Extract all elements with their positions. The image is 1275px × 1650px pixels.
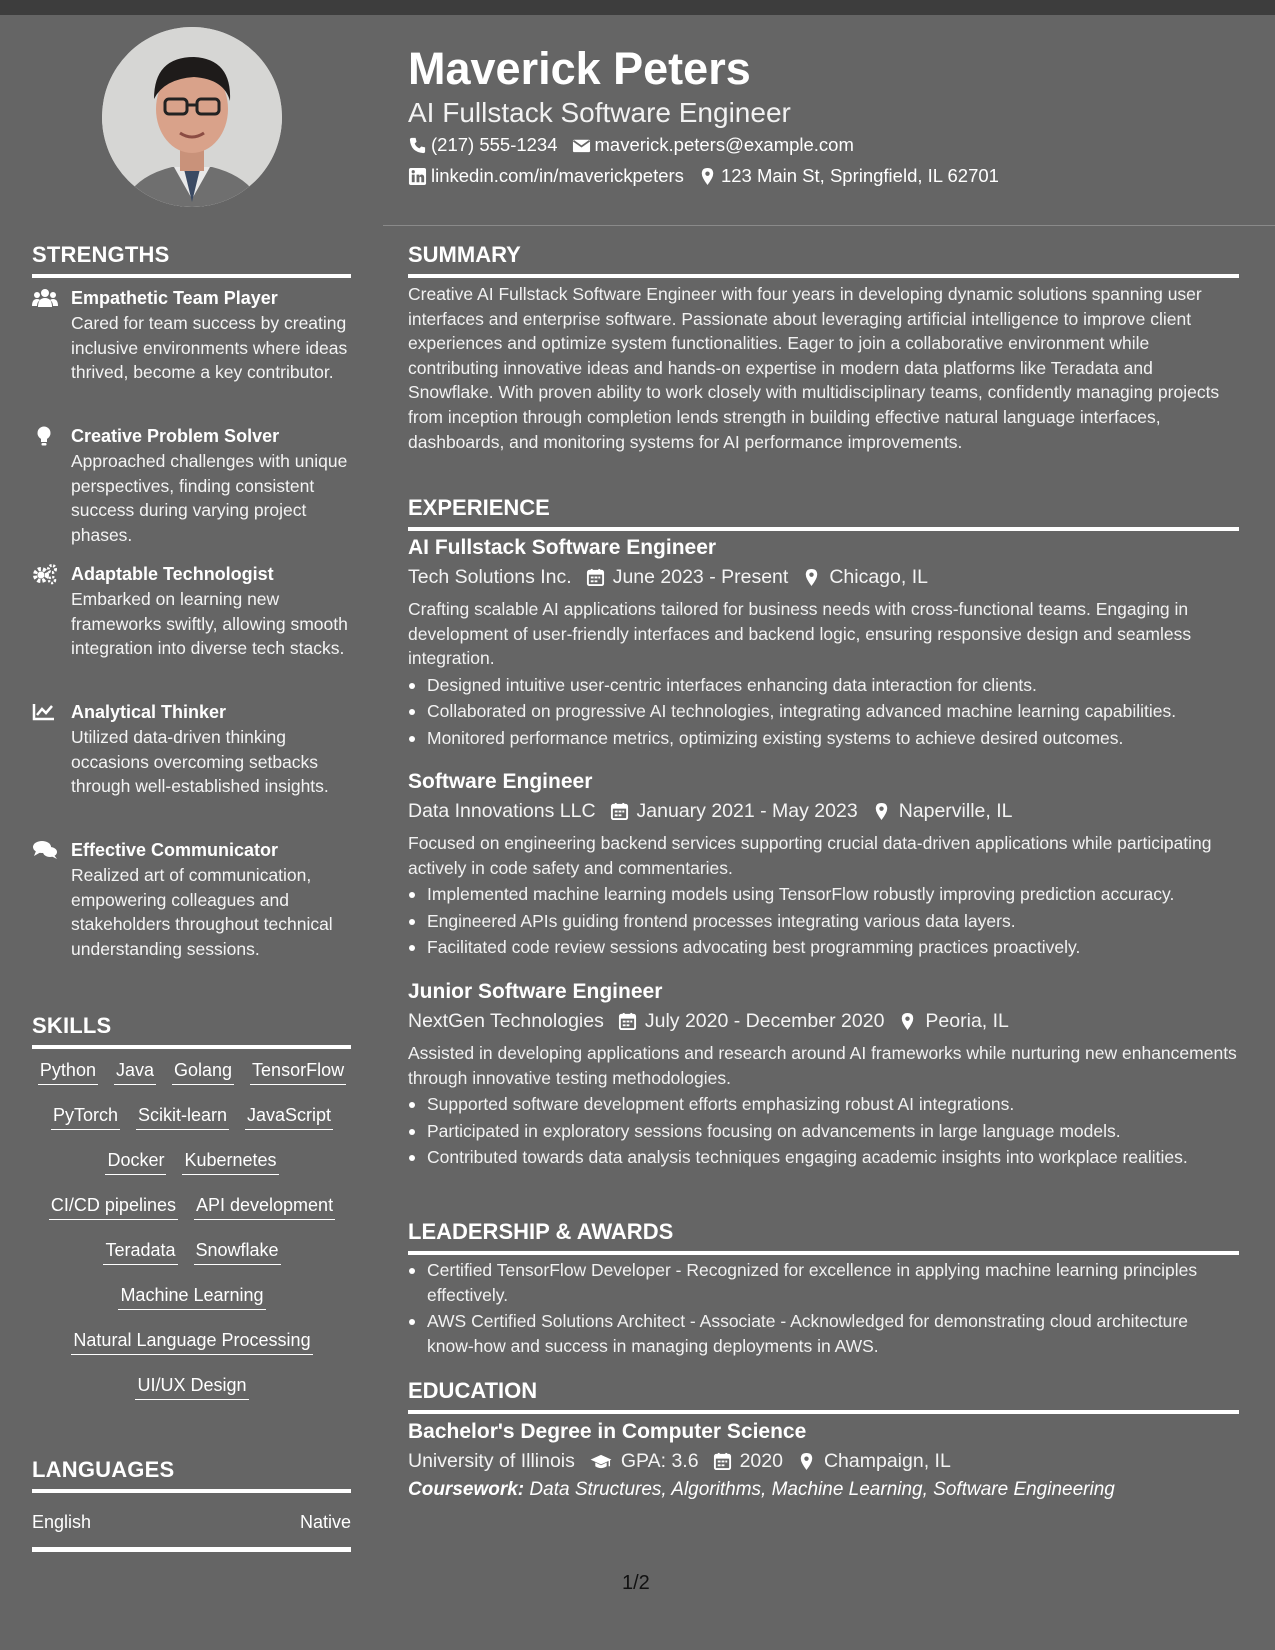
- job-description: Focused on engineering backend services supporting crucial data-driven applications while participating actively in code safety and commentaries.: [408, 833, 1212, 878]
- map-pin-icon: [698, 167, 717, 186]
- phone-icon: [408, 136, 427, 155]
- skill-tag: Java: [114, 1058, 156, 1085]
- job-bullet: Engineered APIs guiding frontend processes integrating various data layers.: [408, 909, 1239, 934]
- leadership-list: [408, 1258, 1239, 1360]
- skills-heading: SKILLS: [32, 1013, 351, 1049]
- map-pin-icon: [872, 802, 891, 821]
- job-bullet: Collaborated on progressive AI technologies, integrating advanced machine learning capabilities.: [408, 699, 1239, 724]
- job-dates: July 2020 - December 2020: [644, 1010, 885, 1032]
- language-level: Native: [299, 1512, 351, 1532]
- job-dates: January 2021 - May 2023: [636, 800, 858, 822]
- school-location: Champaign, IL: [823, 1450, 951, 1472]
- strength-title: Creative Problem Solver: [71, 426, 280, 446]
- gpa: GPA: 3.6: [620, 1450, 699, 1472]
- graduation-cap-icon: [589, 1452, 613, 1471]
- map-pin-icon: [797, 1452, 816, 1471]
- skill-tag: Snowflake: [194, 1238, 281, 1265]
- map-pin-icon: [802, 568, 821, 587]
- candidate-name: Maverick Peters: [408, 43, 751, 94]
- job-title: Software Engineer: [408, 770, 593, 793]
- job-bullets: [408, 673, 1239, 751]
- language-name: English: [32, 1512, 92, 1532]
- job-bullet: Facilitated code review sessions advocating best programming practices proactively.: [408, 935, 1239, 960]
- education-entry: [408, 1418, 1239, 1504]
- linkedin-contact[interactable]: [408, 165, 684, 187]
- job-entry: [408, 978, 1239, 1172]
- award-item: AWS Certified Solutions Architect - Associate - Acknowledged for demonstrating cloud architecture know-how and success in managing deployments in AWS.: [408, 1309, 1239, 1358]
- leadership-heading: LEADERSHIP & AWARDS: [408, 1219, 1239, 1255]
- avatar: [102, 27, 282, 207]
- envelope-icon: [572, 136, 591, 155]
- job-company: NextGen Technologies: [408, 1010, 604, 1032]
- job-meta: [408, 1006, 1239, 1036]
- skill-tag: Python: [38, 1058, 98, 1085]
- skill-tag: CI/CD pipelines: [49, 1193, 178, 1220]
- job-entry: [408, 768, 1239, 962]
- job-company: Data Innovations LLC: [408, 800, 596, 822]
- job-bullet: Monitored performance metrics, optimizing existing systems to achieve desired outcomes.: [408, 726, 1239, 751]
- strength-desc: Cared for team success by creating inclusive environments where ideas thrived, become a key contributor.: [71, 313, 348, 382]
- email-text[interactable]: maverick.peters@example.com: [594, 134, 854, 155]
- skill-tag: Golang: [172, 1058, 234, 1085]
- job-location: Chicago, IL: [829, 566, 928, 588]
- degree-title: Bachelor's Degree in Computer Science: [408, 1420, 807, 1443]
- calendar-icon: [610, 802, 629, 821]
- graduation-year: 2020: [739, 1450, 783, 1472]
- strength-title: Empathetic Team Player: [71, 288, 278, 308]
- job-bullet: Participated in exploratory sessions focusing on advancements in large language models.: [408, 1119, 1239, 1144]
- skill-tag: Machine Learning: [118, 1283, 265, 1310]
- job-meta: [408, 562, 1239, 592]
- strength-desc: Approached challenges with unique perspectives, finding consistent success during varying project phases.: [71, 451, 348, 545]
- skills-row: [32, 1058, 352, 1103]
- skill-tag: Docker: [105, 1148, 166, 1175]
- skill-tag: UI/UX Design: [135, 1373, 248, 1400]
- language-row: [32, 1512, 351, 1552]
- job-dates: June 2023 - Present: [612, 566, 789, 588]
- strength-title: Analytical Thinker: [71, 702, 227, 722]
- job-bullets: [408, 882, 1239, 960]
- strength-desc: Realized art of communication, empowering colleagues and stakeholders throughout technical understanding sessions.: [71, 865, 333, 959]
- skills-row: [32, 1283, 352, 1328]
- experience-heading: EXPERIENCE: [408, 495, 1239, 531]
- phone-text: (217) 555-1234: [431, 134, 558, 155]
- skill-tag: PyTorch: [51, 1103, 120, 1130]
- skills-row: [32, 1148, 352, 1193]
- job-location: Peoria, IL: [925, 1010, 1009, 1032]
- email-contact[interactable]: [572, 134, 854, 156]
- page-number: 1/2: [622, 1572, 650, 1594]
- gears-icon: [32, 563, 58, 585]
- coursework-text: Data Structures, Algorithms, Machine Learning, Software Engineering: [529, 1479, 1115, 1500]
- line-chart-icon: [32, 701, 58, 723]
- contact-line-2: [408, 165, 999, 187]
- strength-title: Effective Communicator: [71, 840, 279, 860]
- skills-row: [32, 1238, 352, 1283]
- job-location: Naperville, IL: [898, 800, 1013, 822]
- summary-text: Creative AI Fullstack Software Engineer with four years in developing dynamic solutions spanning user interfaces and enterprise software. Passionate about leveraging artificial intelligence to improve client experiences and optimize system functionalities. Eager to join a collaborative environment while contributing innovative ideas and hands-on expertise in modern data platforms like Teradata and Snowflake. With proven ability to work closely with multidisciplinary teams, confidently managing projects from inception through completion lends strength in building effective natural language interfaces, dashboards, and monitoring systems for AI performance improvements.: [408, 284, 1220, 452]
- education-heading: EDUCATION: [408, 1378, 1239, 1414]
- job-meta: [408, 796, 1239, 826]
- skills-row: [32, 1103, 352, 1148]
- skill-tag: Natural Language Processing: [71, 1328, 312, 1355]
- calendar-icon: [713, 1452, 732, 1471]
- phone-contact: [408, 134, 558, 156]
- strength-desc: Utilized data-driven thinking occasions overcoming setbacks through well-established insights.: [71, 727, 329, 796]
- job-bullet: Supported software development efforts emphasizing robust AI integrations.: [408, 1092, 1239, 1117]
- award-item: Certified TensorFlow Developer - Recognized for excellence in applying machine learning principles effectively.: [408, 1258, 1239, 1307]
- skill-tag: TensorFlow: [250, 1058, 346, 1085]
- coursework: [408, 1476, 1239, 1504]
- skill-tag: Scikit-learn: [136, 1103, 229, 1130]
- job-bullet: Designed intuitive user-centric interfaces enhancing data interaction for clients.: [408, 673, 1239, 698]
- calendar-icon: [586, 568, 605, 587]
- job-entry: [408, 534, 1239, 753]
- skill-tag: JavaScript: [245, 1103, 333, 1130]
- skills-row: [32, 1193, 352, 1238]
- candidate-role: AI Fullstack Software Engineer: [408, 97, 791, 128]
- strength-desc: Embarked on learning new frameworks swiftly, allowing smooth integration into diverse tech stacks.: [71, 589, 348, 658]
- address-text: 123 Main St, Springfield, IL 62701: [720, 165, 999, 186]
- linkedin-icon: [408, 167, 427, 186]
- lightbulb-icon: [32, 425, 58, 447]
- job-description: Crafting scalable AI applications tailored for business needs with cross-functional teams. Engaging in development of user-friendly interfaces and backend logic, ensuring responsive design and seamless integration.: [408, 599, 1192, 669]
- calendar-icon: [618, 1012, 637, 1031]
- chat-icon: [32, 839, 58, 861]
- job-description: Assisted in developing applications and research around AI frameworks while nurturing new enhancements through innovative testing methodologies.: [408, 1043, 1237, 1088]
- job-title: AI Fullstack Software Engineer: [408, 536, 717, 559]
- school-name: University of Illinois: [408, 1450, 575, 1472]
- team-icon: [32, 287, 58, 309]
- contact-line-1: [408, 134, 854, 156]
- skill-tag: API development: [194, 1193, 335, 1220]
- header-divider: [383, 225, 1275, 226]
- job-bullet: Contributed towards data analysis techniques engaging academic insights into workplace realities.: [408, 1145, 1239, 1170]
- languages-heading: LANGUAGES: [32, 1457, 351, 1493]
- linkedin-text[interactable]: linkedin.com/in/maverickpeters: [431, 165, 684, 186]
- map-pin-icon: [898, 1012, 917, 1031]
- job-bullets: [408, 1092, 1239, 1170]
- skills-row: [32, 1373, 352, 1418]
- skills-list: [32, 1058, 352, 1418]
- job-company: Tech Solutions Inc.: [408, 566, 572, 588]
- skills-row: [32, 1328, 352, 1373]
- coursework-label: Coursework:: [408, 1479, 525, 1500]
- job-bullet: Implemented machine learning models using TensorFlow robustly improving prediction accuracy.: [408, 882, 1239, 907]
- top-bar: [0, 0, 1275, 15]
- summary-heading: SUMMARY: [408, 242, 1239, 278]
- address-contact: [698, 165, 999, 187]
- education-meta: [408, 1446, 1239, 1476]
- skill-tag: Kubernetes: [182, 1148, 278, 1175]
- strength-title: Adaptable Technologist: [71, 564, 274, 584]
- resume-header: [408, 40, 1248, 186]
- job-title: Junior Software Engineer: [408, 980, 663, 1003]
- skill-tag: Teradata: [103, 1238, 177, 1265]
- strengths-heading: STRENGTHS: [32, 242, 351, 278]
